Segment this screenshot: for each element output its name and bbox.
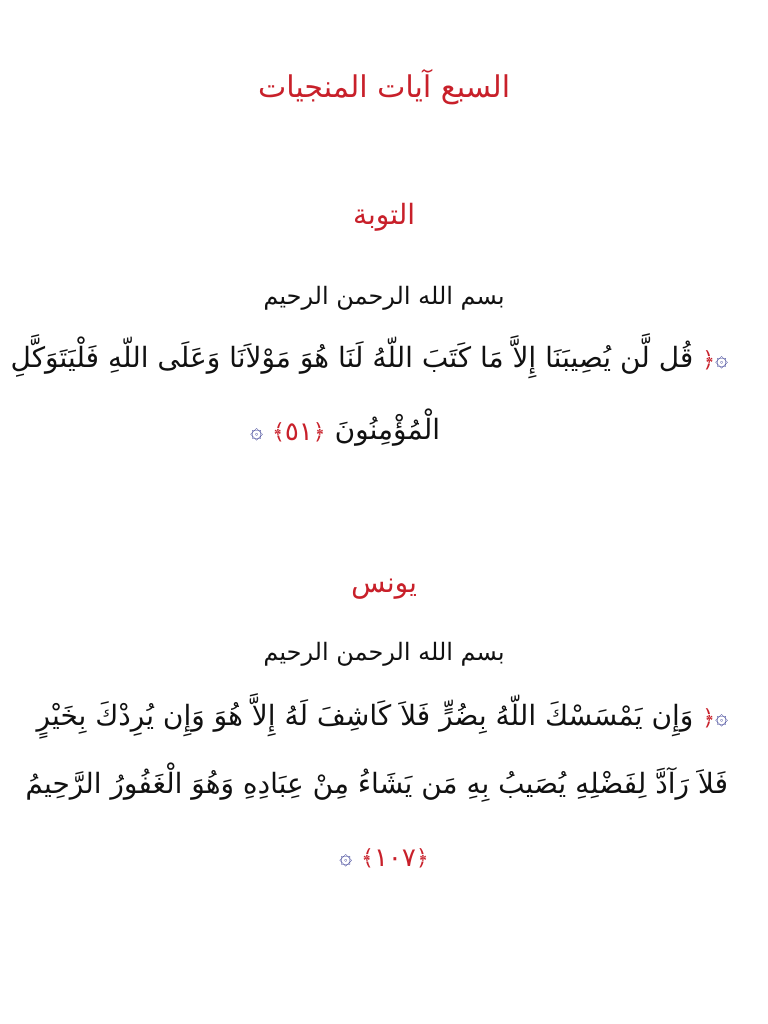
ayah-bracket-open: ﴿ [415,846,429,871]
verse-end-ornament-icon: ۞ [250,418,264,444]
basmala-tawbah: بسم الله الرحمن الرحيم [263,282,505,310]
verse-line-yunus-2 [25,764,728,804]
verse-start-ornament-icon: ۞ [715,346,728,372]
verse-text: فَلاَ رَآدَّ لِفَضْلِهِ يُصَيبُ بِهِ مَن يَشَاءُ مِنْ عِبَادِهِ وَهُوَ الْغَفُورُ الرَّحِيمُ [25,767,728,800]
surah-name-yunus: يونس [351,566,417,599]
ayah-number: ٥١ [284,416,313,447]
verse-line-tawbah-2 [40,410,440,453]
ayah-number: ١٠٧ [373,842,416,873]
basmala-yunus: بسم الله الرحمن الرحيم [263,638,505,666]
bracket-open: ﴿ [702,706,716,731]
page-title: السبع آيات المنجيات [257,70,511,105]
verse-text: وَإِن يَمْسَسْكَ اللّهُ بِضُرٍّ فَلاَ كَاشِفَ لَهُ إِلاَّ هُوَ وَإِن يُرِدْكَ بِخَيْرٍ [36,699,694,732]
verse-text: الْمُؤْمِنُونَ [334,413,440,446]
surah-name-tawbah: التوبة [352,198,416,231]
ayah-bracket-open: ﴿ [312,420,326,445]
verse-text: قُل لَّن يُصِيبَنَا إِلاَّ مَا كَتَبَ اللّهُ لَنَا هُوَ مَوْلاَنَا وَعَلَى اللّهِ فَلْيَتَوَكَّلِ [10,341,694,374]
verse-end-yunus [40,836,728,879]
verse-start-ornament-icon: ۞ [715,704,728,730]
verse-end-ornament-icon: ۞ [339,844,353,870]
ayah-bracket-close: ﴾ [361,846,374,871]
ayah-bracket-close: ﴾ [271,420,285,445]
verse-line-tawbah-1 [10,338,728,381]
bracket-open: ﴿ [702,348,716,373]
verse-line-yunus-1 [36,696,728,739]
